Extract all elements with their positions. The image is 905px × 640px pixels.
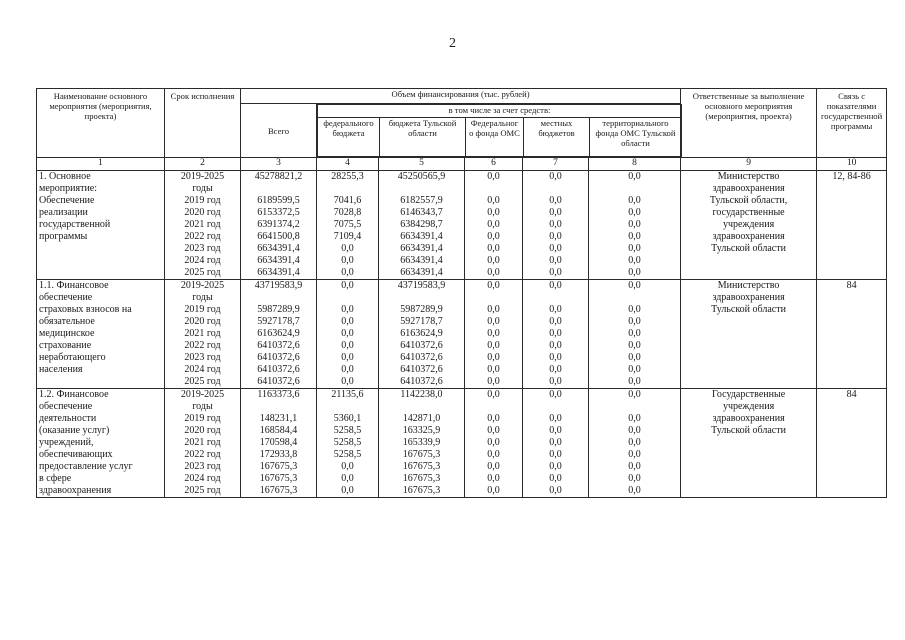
responsible-cell-line: здравоохранения: [712, 292, 785, 303]
federal-oms-cell-line: 0,0: [487, 413, 500, 424]
federal-cell-line: 0,0: [341, 280, 354, 291]
federal-cell-line: 7109,4: [333, 231, 362, 242]
header-link: Связь с показателями государственной программы: [817, 89, 887, 158]
term-cell-line: 2025 год: [184, 267, 221, 278]
local-cell-line: 0,0: [549, 280, 562, 291]
federal-cell-line: [319, 292, 376, 304]
federal-oms-cell-line: 0,0: [487, 255, 500, 266]
federal-cell-line: 28255,3: [331, 171, 364, 182]
local-cell: [523, 280, 589, 389]
local-cell-line: 0,0: [549, 195, 562, 206]
local-cell-line: 0,0: [549, 243, 562, 254]
total-cell-line: [243, 401, 314, 413]
regional-cell-line: 6384298,7: [400, 219, 443, 230]
measure-name-line: населения: [39, 364, 83, 375]
regional-cell-line: [381, 401, 462, 413]
regional-cell-line: 6146343,7: [400, 207, 443, 218]
responsible-cell-line: Тульской области: [711, 304, 786, 315]
local-cell-line: 0,0: [549, 413, 562, 424]
term-cell: [165, 389, 241, 498]
federal-oms-cell-line: 0,0: [487, 316, 500, 327]
header-federal-oms: Федеральног о фонда ОМС: [466, 118, 524, 157]
responsible-cell-line: здравоохранения: [712, 183, 785, 194]
federal-cell-line: 5258,5: [333, 449, 362, 460]
federal-cell-line: 7028,8: [333, 207, 362, 218]
measure-name-line: здравоохранения: [39, 485, 112, 496]
local-cell-line: 0,0: [549, 461, 562, 472]
header-total: Всего: [241, 104, 317, 158]
territorial-oms-cell-line: 0,0: [628, 231, 641, 242]
header-local: местных бюджетов: [524, 118, 590, 157]
measure-name-line: 1.2. Финансовое: [39, 389, 109, 400]
local-cell-line: 0,0: [549, 328, 562, 339]
financing-table: [36, 88, 887, 498]
header-responsible: Ответственные за выполнение основного мероприятия (мероприятия, проекта): [681, 89, 817, 158]
territorial-oms-cell-line: 0,0: [628, 195, 641, 206]
federal-oms-cell: [465, 280, 523, 389]
regional-cell: [379, 171, 465, 280]
measure-name-line: 1. Основное: [39, 171, 91, 182]
local-cell-line: 0,0: [549, 352, 562, 363]
term-cell: [165, 280, 241, 389]
federal-oms-cell-line: [467, 401, 520, 413]
term-cell-line: 2024 год: [184, 255, 221, 266]
regional-cell-line: 142871,0: [402, 413, 441, 424]
term-cell-line: годы: [192, 292, 213, 303]
regional-cell-line: 163325,9: [402, 425, 441, 436]
federal-oms-cell-line: 0,0: [487, 376, 500, 387]
indicator-link-cell: 12, 84-86: [817, 171, 887, 280]
territorial-oms-cell-line: 0,0: [628, 207, 641, 218]
term-cell: [165, 171, 241, 280]
responsible-cell-line: учреждения: [722, 219, 775, 230]
territorial-oms-cell-line: 0,0: [628, 219, 641, 230]
local-cell-line: 0,0: [549, 219, 562, 230]
measure-name-line: обеспечение: [39, 292, 93, 303]
column-number: 1: [37, 158, 165, 171]
total-cell: [241, 171, 317, 280]
term-cell-line: годы: [192, 183, 213, 194]
territorial-oms-cell-line: 0,0: [628, 328, 641, 339]
total-cell-line: 6391374,2: [257, 219, 300, 230]
federal-cell-line: [319, 401, 376, 413]
regional-cell-line: 6634391,4: [400, 231, 443, 242]
measure-name-line: обязательное: [39, 316, 95, 327]
local-cell-line: 0,0: [549, 304, 562, 315]
term-cell-line: 2025 год: [184, 485, 221, 496]
term-cell-line: 2023 год: [184, 243, 221, 254]
territorial-oms-cell-line: 0,0: [628, 243, 641, 254]
federal-cell-line: 0,0: [341, 376, 354, 387]
regional-cell-line: 6410372,6: [400, 364, 443, 375]
federal-oms-cell-line: 0,0: [487, 461, 500, 472]
federal-oms-cell-line: 0,0: [487, 425, 500, 436]
local-cell-line: [525, 401, 586, 413]
column-number: 9: [681, 158, 817, 171]
total-cell-line: 5987289,9: [257, 304, 300, 315]
local-cell-line: 0,0: [549, 376, 562, 387]
territorial-oms-cell-line: [591, 183, 678, 195]
measure-name-line: 1.1. Финансовое: [39, 280, 109, 291]
federal-cell-line: 0,0: [341, 352, 354, 363]
federal-cell-line: 5258,5: [333, 425, 362, 436]
responsible-cell-line: здравоохранения: [712, 413, 785, 424]
federal-oms-cell-line: 0,0: [487, 364, 500, 375]
total-cell-line: 148231,1: [259, 413, 298, 424]
federal-cell-line: 0,0: [341, 461, 354, 472]
responsible-cell-line: Министерство: [717, 280, 780, 291]
territorial-oms-cell-line: 0,0: [628, 437, 641, 448]
column-number: 6: [465, 158, 523, 171]
regional-cell-line: [381, 183, 462, 195]
local-cell-line: 0,0: [549, 425, 562, 436]
federal-cell-line: 0,0: [341, 473, 354, 484]
page-number: 2: [449, 36, 456, 51]
local-cell-line: 0,0: [549, 364, 562, 375]
territorial-oms-cell-line: [591, 292, 678, 304]
federal-oms-cell: [465, 389, 523, 498]
local-cell: [523, 389, 589, 498]
regional-cell-line: 167675,3: [402, 473, 441, 484]
federal-cell: [317, 171, 379, 280]
header-term: Срок исполнения: [165, 89, 241, 158]
column-number: 8: [589, 158, 681, 171]
regional-cell-line: 165339,9: [402, 437, 441, 448]
total-cell-line: 43719583,9: [254, 280, 303, 291]
federal-oms-cell-line: 0,0: [487, 340, 500, 351]
total-cell-line: 6641500,8: [257, 231, 300, 242]
territorial-oms-cell-line: 0,0: [628, 316, 641, 327]
federal-cell-line: 0,0: [341, 485, 354, 496]
responsible-cell: [681, 389, 817, 498]
federal-oms-cell-line: [467, 183, 520, 195]
responsible-cell-line: Тульской области: [711, 243, 786, 254]
term-cell-line: 2024 год: [184, 473, 221, 484]
header-territorial-oms: территориального фонда ОМС Тульской области: [590, 118, 682, 157]
federal-oms-cell-line: 0,0: [487, 485, 500, 496]
territorial-oms-cell-line: 0,0: [628, 352, 641, 363]
measure-name-line: неработающего: [39, 352, 106, 363]
total-cell-line: 168584,4: [259, 425, 298, 436]
regional-cell-line: 6163624,9: [400, 328, 443, 339]
federal-cell-line: 0,0: [341, 340, 354, 351]
regional-cell-line: 45250565,9: [397, 171, 446, 182]
federal-cell-line: 0,0: [341, 243, 354, 254]
regional-cell-line: 167675,3: [402, 485, 441, 496]
territorial-oms-cell-line: 0,0: [628, 485, 641, 496]
federal-oms-cell-line: [467, 292, 520, 304]
territorial-oms-cell-line: 0,0: [628, 255, 641, 266]
total-cell-line: 167675,3: [259, 461, 298, 472]
regional-cell-line: 6182557,9: [400, 195, 443, 206]
total-cell-line: [243, 292, 314, 304]
territorial-oms-cell-line: 0,0: [628, 304, 641, 315]
local-cell-line: 0,0: [549, 207, 562, 218]
territorial-oms-cell-line: 0,0: [628, 473, 641, 484]
total-cell: [241, 389, 317, 498]
total-cell-line: 167675,3: [259, 485, 298, 496]
federal-cell-line: 5258,5: [333, 437, 362, 448]
federal-oms-cell-line: 0,0: [487, 473, 500, 484]
term-cell-line: 2025 год: [184, 376, 221, 387]
total-cell-line: 6634391,4: [257, 243, 300, 254]
responsible-cell-line: Тульской области,: [709, 195, 788, 206]
measure-name-line: мероприятие:: [39, 183, 98, 194]
local-cell: [523, 171, 589, 280]
regional-cell-line: 6634391,4: [400, 243, 443, 254]
local-cell-line: 0,0: [549, 171, 562, 182]
federal-cell-line: 0,0: [341, 364, 354, 375]
federal-oms-cell: [465, 171, 523, 280]
federal-cell-line: 7075,5: [333, 219, 362, 230]
column-numbers-row: [37, 158, 887, 171]
responsible-cell-line: Тульской области: [711, 425, 786, 436]
measure-name-line: государственной: [39, 219, 111, 230]
total-cell-line: 1163373,6: [257, 389, 300, 400]
total-cell-line: 6410372,6: [257, 364, 300, 375]
federal-cell-line: 0,0: [341, 255, 354, 266]
total-cell-line: 5927178,7: [257, 316, 300, 327]
term-cell-line: 2024 год: [184, 364, 221, 375]
regional-cell-line: 43719583,9: [397, 280, 446, 291]
federal-cell-line: 0,0: [341, 304, 354, 315]
measure-name-line: программы: [39, 231, 88, 242]
total-cell: [241, 280, 317, 389]
term-cell-line: 2019-2025: [180, 389, 225, 400]
term-cell-line: 2023 год: [184, 352, 221, 363]
column-number: 7: [523, 158, 589, 171]
term-cell-line: 2019-2025: [180, 171, 225, 182]
term-cell-line: 2022 год: [184, 231, 221, 242]
measure-name-line: (оказание услуг): [39, 425, 110, 436]
term-cell-line: 2020 год: [184, 207, 221, 218]
local-cell-line: 0,0: [549, 255, 562, 266]
federal-oms-cell-line: 0,0: [487, 328, 500, 339]
term-cell-line: 2022 год: [184, 340, 221, 351]
indicator-link-cell: 84: [817, 389, 887, 498]
total-cell-line: 170598,4: [259, 437, 298, 448]
term-cell-line: 2019 год: [184, 304, 221, 315]
responsible-cell: [681, 280, 817, 389]
responsible-cell-line: Министерство: [717, 171, 780, 182]
measure-name-line: реализации: [39, 207, 88, 218]
regional-cell-line: [381, 292, 462, 304]
federal-oms-cell-line: 0,0: [487, 195, 500, 206]
territorial-oms-cell-line: 0,0: [628, 280, 641, 291]
regional-cell-line: 6410372,6: [400, 340, 443, 351]
table-row: [37, 389, 887, 498]
federal-cell-line: 0,0: [341, 328, 354, 339]
territorial-oms-cell-line: 0,0: [628, 267, 641, 278]
measure-name-line: в сфере: [39, 473, 72, 484]
federal-oms-cell-line: 0,0: [487, 219, 500, 230]
territorial-oms-cell-line: 0,0: [628, 389, 641, 400]
header-federal: федерального бюджета: [318, 118, 380, 157]
term-cell-line: 2021 год: [184, 219, 221, 230]
territorial-oms-cell-line: 0,0: [628, 413, 641, 424]
measure-name-line: Обеспечение: [39, 195, 95, 206]
responsible-cell: [681, 171, 817, 280]
federal-oms-cell-line: 0,0: [487, 449, 500, 460]
federal-oms-cell-line: 0,0: [487, 352, 500, 363]
federal-cell-line: 7041,6: [333, 195, 362, 206]
total-cell-line: 6410372,6: [257, 376, 300, 387]
local-cell-line: 0,0: [549, 340, 562, 351]
column-number: 3: [241, 158, 317, 171]
territorial-oms-cell-line: 0,0: [628, 461, 641, 472]
regional-cell-line: 167675,3: [402, 449, 441, 460]
total-cell-line: 6153372,5: [257, 207, 300, 218]
federal-cell-line: 0,0: [341, 316, 354, 327]
term-cell-line: 2019 год: [184, 413, 221, 424]
federal-cell-line: 5360,1: [333, 413, 362, 424]
term-cell-line: 2021 год: [184, 437, 221, 448]
header-name: Наименование основного мероприятия (мероприятия, проекта): [37, 89, 165, 158]
term-cell-line: 2020 год: [184, 316, 221, 327]
regional-cell: [379, 280, 465, 389]
territorial-oms-cell: [589, 171, 681, 280]
measure-name: [37, 171, 165, 280]
local-cell-line: [525, 183, 586, 195]
federal-oms-cell-line: 0,0: [487, 280, 500, 291]
total-cell-line: 172933,8: [259, 449, 298, 460]
territorial-oms-cell-line: [591, 401, 678, 413]
column-number: 10: [817, 158, 887, 171]
local-cell-line: 0,0: [549, 437, 562, 448]
local-cell-line: 0,0: [549, 231, 562, 242]
federal-oms-cell-line: 0,0: [487, 389, 500, 400]
header-including: в том числе за счет средств:: [318, 105, 682, 118]
column-number: 2: [165, 158, 241, 171]
measure-name-line: предоставление услуг: [39, 461, 133, 472]
total-cell-line: 6410372,6: [257, 340, 300, 351]
term-cell-line: 2021 год: [184, 328, 221, 339]
table-row: [37, 171, 887, 280]
regional-cell-line: 6634391,4: [400, 267, 443, 278]
federal-oms-cell-line: 0,0: [487, 304, 500, 315]
local-cell-line: 0,0: [549, 267, 562, 278]
total-cell-line: 6189599,5: [257, 195, 300, 206]
responsible-cell-line: Государственные: [712, 389, 786, 400]
federal-cell-line: 21135,6: [331, 389, 364, 400]
measure-name-line: обеспечение: [39, 401, 93, 412]
territorial-oms-cell-line: 0,0: [628, 340, 641, 351]
responsible-cell-line: государственные: [712, 207, 785, 218]
territorial-oms-cell: [589, 280, 681, 389]
total-cell-line: 6410372,6: [257, 352, 300, 363]
total-cell-line: 6634391,4: [257, 267, 300, 278]
responsible-cell-line: здравоохранения: [712, 231, 785, 242]
regional-cell-line: 167675,3: [402, 461, 441, 472]
total-cell-line: 167675,3: [259, 473, 298, 484]
term-cell-line: годы: [192, 401, 213, 412]
federal-oms-cell-line: 0,0: [487, 231, 500, 242]
measure-name-line: обеспечивающих: [39, 449, 113, 460]
local-cell-line: 0,0: [549, 485, 562, 496]
measure-name-line: страхование: [39, 340, 92, 351]
term-cell-line: 2022 год: [184, 449, 221, 460]
regional-cell-line: 5987289,9: [400, 304, 443, 315]
territorial-oms-cell-line: 0,0: [628, 364, 641, 375]
regional-cell-line: 5927178,7: [400, 316, 443, 327]
local-cell-line: [525, 292, 586, 304]
federal-oms-cell-line: 0,0: [487, 243, 500, 254]
total-cell-line: 6163624,9: [257, 328, 300, 339]
header-regional: бюджета Тульской области: [380, 118, 466, 157]
territorial-oms-cell-line: 0,0: [628, 425, 641, 436]
column-number: 4: [317, 158, 379, 171]
federal-cell: [317, 389, 379, 498]
term-cell-line: 2019-2025: [180, 280, 225, 291]
federal-cell-line: [319, 183, 376, 195]
territorial-oms-cell-line: 0,0: [628, 376, 641, 387]
regional-cell: [379, 389, 465, 498]
regional-cell-line: 6410372,6: [400, 376, 443, 387]
table-row: [37, 280, 887, 389]
measure-name-line: медицинское: [39, 328, 95, 339]
term-cell-line: 2020 год: [184, 425, 221, 436]
regional-cell-line: 6634391,4: [400, 255, 443, 266]
indicator-link-cell: 84: [817, 280, 887, 389]
column-number: 5: [379, 158, 465, 171]
federal-cell: [317, 280, 379, 389]
federal-oms-cell-line: 0,0: [487, 267, 500, 278]
measure-name-line: страховых взносов на: [39, 304, 132, 315]
territorial-oms-cell: [589, 389, 681, 498]
federal-oms-cell-line: 0,0: [487, 437, 500, 448]
regional-cell-line: 1142238,0: [400, 389, 443, 400]
measure-name-line: учреждений,: [39, 437, 94, 448]
measure-name-line: деятельности: [39, 413, 97, 424]
local-cell-line: 0,0: [549, 389, 562, 400]
term-cell-line: 2019 год: [184, 195, 221, 206]
measure-name: [37, 280, 165, 389]
local-cell-line: 0,0: [549, 473, 562, 484]
header-funding: Объем финансирования (тыс. рублей): [241, 89, 681, 104]
responsible-cell-line: учреждения: [722, 401, 775, 412]
header-including-block: [317, 104, 681, 158]
territorial-oms-cell-line: 0,0: [628, 171, 641, 182]
term-cell-line: 2023 год: [184, 461, 221, 472]
federal-oms-cell-line: 0,0: [487, 207, 500, 218]
regional-cell-line: 6410372,6: [400, 352, 443, 363]
total-cell-line: [243, 183, 314, 195]
measure-name: [37, 389, 165, 498]
local-cell-line: 0,0: [549, 316, 562, 327]
federal-oms-cell-line: 0,0: [487, 171, 500, 182]
local-cell-line: 0,0: [549, 449, 562, 460]
territorial-oms-cell-line: 0,0: [628, 449, 641, 460]
federal-cell-line: 0,0: [341, 267, 354, 278]
total-cell-line: 6634391,4: [257, 255, 300, 266]
total-cell-line: 45278821,2: [254, 171, 303, 182]
